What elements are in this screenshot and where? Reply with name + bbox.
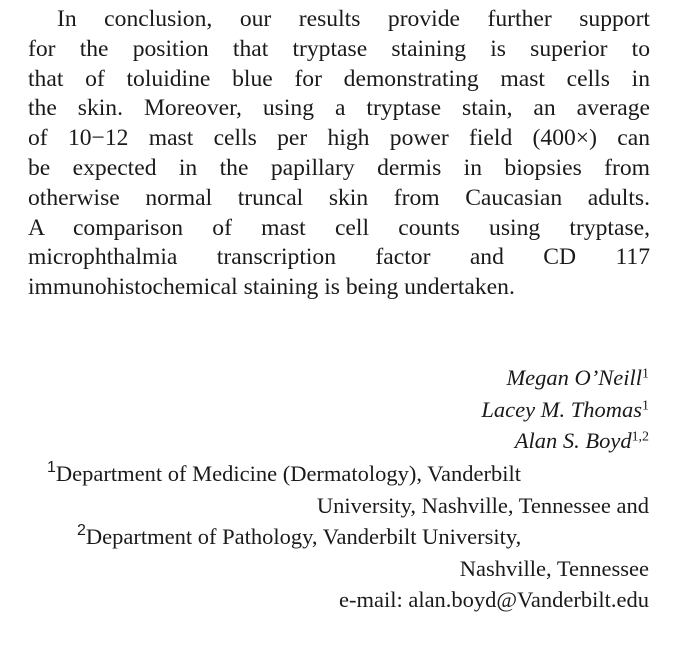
affiliation-2-line: Nashville, Tennessee: [459, 555, 649, 581]
paragraph-line: immunohistochemical staining is being undertaken.: [28, 274, 515, 301]
paragraph-line: microphthalmia transcription factor and CD 117: [28, 244, 650, 271]
contact-email[interactable]: e-mail: alan.boyd@Vanderbilt.edu: [338, 587, 649, 612]
author-affiliation-marker: 1: [642, 366, 649, 382]
affiliation-1-line: [29, 458, 649, 490]
paragraph-line: A comparison of mast cell counts using tryptase,: [28, 214, 650, 241]
paragraph-line: that of toluidine blue for demonstrating mast cells in: [28, 65, 650, 92]
affiliation-2-text: Department of Pathology, Vanderbilt University,: [85, 524, 522, 549]
conclusion-paragraph: [28, 5, 650, 303]
paragraph-line: for the position that tryptase staining is superior to: [28, 35, 650, 62]
affiliation-1-line: University, Nashville, Tennessee and: [316, 492, 649, 518]
paragraph-line: the skin. Moreover, using a tryptase stain, an average: [28, 95, 650, 122]
paragraph-line: of 10−12 mast cells per high power field (400×) can: [28, 125, 650, 152]
affiliation-1-text: Department of Medicine (Dermatology), Vanderbilt: [55, 461, 521, 486]
author-name: [481, 362, 649, 394]
author-affiliation-marker: 1,2: [631, 429, 649, 445]
author-name: [481, 394, 649, 426]
paragraph-line: In conclusion, our results provide further support: [57, 6, 650, 32]
author-list: [481, 362, 649, 457]
affiliation-2-line: [29, 521, 649, 553]
author-name: [481, 425, 649, 457]
paragraph-line: be expected in the papillary dermis in biopsies from: [28, 154, 650, 181]
author-name-text: Megan O’Neill: [506, 365, 643, 390]
affiliation-1-marker: 1: [47, 459, 56, 477]
author-name-text: Alan S. Boyd: [514, 428, 632, 453]
paragraph-line: otherwise normal truncal skin from Caucasian adults.: [28, 184, 650, 211]
affiliation-2-marker: 2: [77, 522, 86, 540]
author-name-text: Lacey M. Thomas: [481, 396, 643, 422]
affiliations-block: [29, 458, 649, 616]
author-affiliation-marker: 1: [642, 397, 649, 413]
